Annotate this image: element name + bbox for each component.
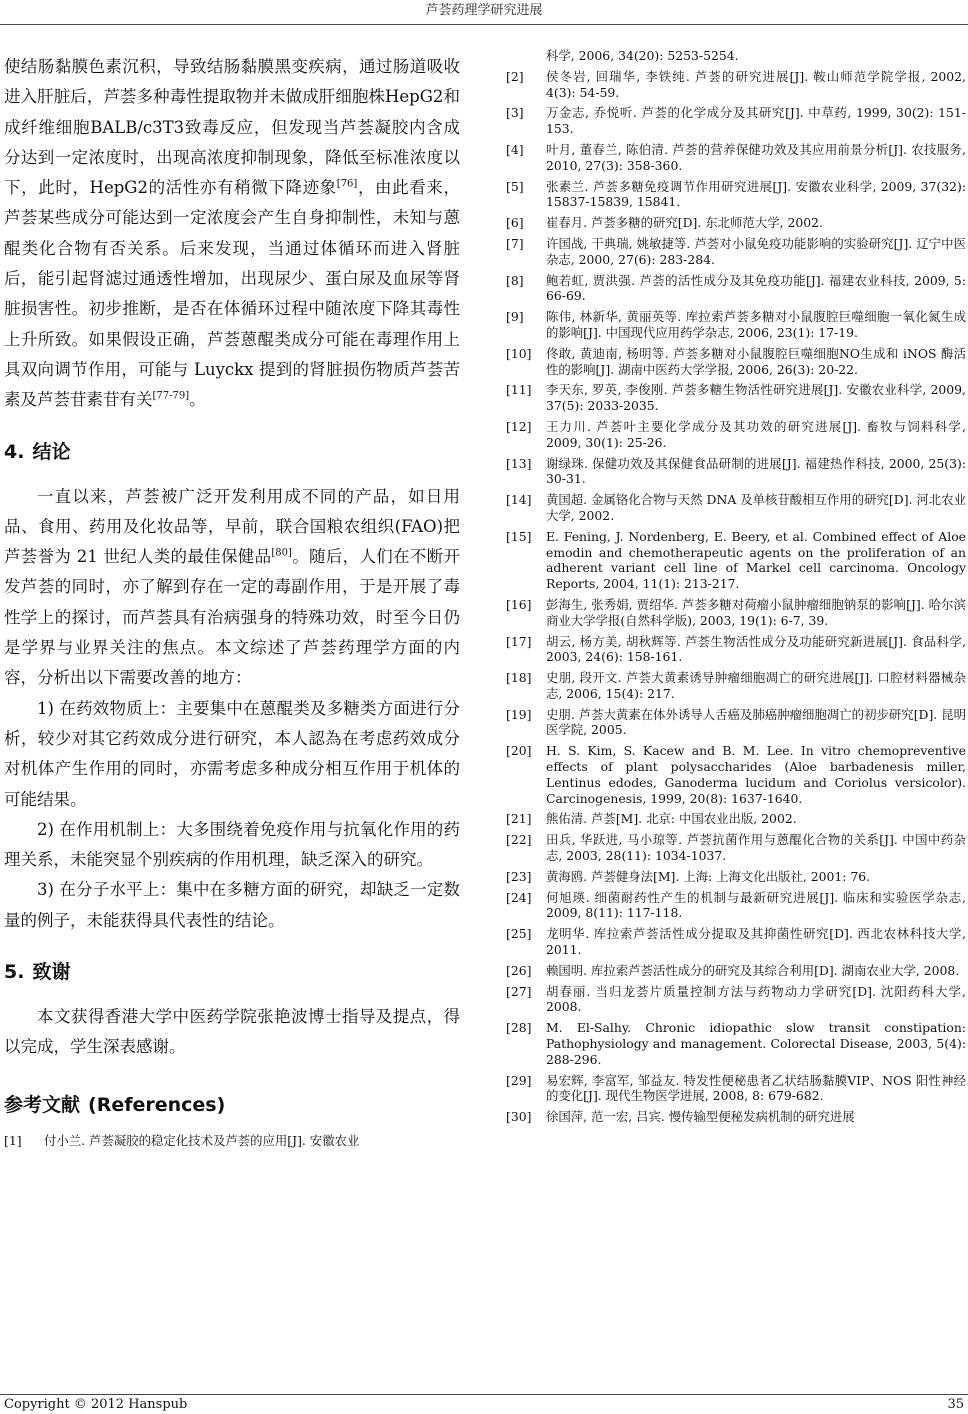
reference-text: 田兵, 华跃进, 马小琼等. 芦荟抗菌作用与蒽醌化合物的关系[J]. 中国中药杂志, 2003, 28(11): 1034-1037. [546, 832, 966, 864]
reference-item [506, 963, 966, 979]
reference-number: [23] [506, 868, 532, 884]
copyright: Copyright © 2012 Hanspub [4, 1397, 188, 1412]
reference-number: [29] [506, 1072, 532, 1088]
reference-number: [4] [506, 141, 524, 157]
reference-text: E. Fening, J. Nordenberg, E. Beery, et al. Combined effect of Aloe emodin and chemotherapeutic agents on the proliferation of an adherent variant cell line of Markel cell carcinoma. Oncology Reports, 2004, 11(1): 213-217. [546, 528, 966, 592]
reference-item [4, 1133, 460, 1149]
reference-number: [28] [506, 1020, 532, 1036]
reference-list [506, 69, 966, 1125]
reference-number: [7] [506, 235, 524, 251]
reference-text: 易宏辉, 李富军, 邹益友. 特发性便秘患者乙状结肠黏膜VIP、NOS 阳性神经的变化[J]. 现代生物医学进展, 2008, 8: 679-682. [546, 1072, 966, 1104]
section-heading-thanks: 5. 致谢 [4, 961, 71, 984]
reference-item [506, 456, 966, 488]
reference-number: [14] [506, 492, 532, 508]
reference-text: 叶月, 董春兰, 陈伯清. 芦荟的营养保健功效及其应用前景分析[J]. 农技服务, 2010, 27(3): 358-360. [546, 141, 966, 173]
reference-text: 龙明华. 库拉索芦荟活性成分提取及其抑菌性研究[D]. 西北农林科技大学, 2011. [546, 926, 966, 958]
reference-item [506, 634, 966, 666]
right-column [506, 48, 966, 1130]
reference-text: M. El-Salhy. Chronic idiopathic slow transit constipation: Pathophysiology and management. Colorectal Disease, 2003, 5(4): 288-296. [546, 1020, 966, 1067]
body-paragraph: 一直以来，芦荟被广泛开发利用成不同的产品，如日用品、食用、药用及化妆品等，早前，联合国粮农组织(FAO)把芦荟誉为 21 世纪人类的最佳保健品[80]。随后，人们在不断开发芦荟的同时，亦了解到存在一定的毒副作用，于是开展了毒性学上的探讨，而芦荟具有治病强身的特殊功效，时至今日仍是学界与业界关注的焦点。本文综述了芦荟药理学方面的内容，分析出以下需要改善的地方： [4, 486, 460, 688]
reference-text: 胡春丽. 当归龙荟片质量控制方法与药物动力学研究[D]. 沈阳药科大学, 2008. [546, 983, 966, 1015]
reference-item [506, 926, 966, 958]
reference-item [506, 309, 966, 341]
reference-item [506, 529, 966, 592]
reference-item [506, 273, 966, 305]
reference-number: [26] [506, 962, 532, 978]
body-paragraph: 2) 在作用机制上：大多围绕着免疫作用与抗氧化作用的药理关系，未能突显个别疾病的作用机理，缺乏深入的研究。 [4, 819, 460, 870]
reference-number: [12] [506, 418, 532, 434]
reference-text: 何旭瑛. 细菌耐药性产生的机制与最新研究进展[J]. 临床和实验医学杂志, 2009, 8(11): 117-118. [546, 889, 966, 921]
reference-text: 徐国萍, 范一宏, 吕宾. 慢传输型便秘发病机制的研究进展 [546, 1109, 855, 1125]
references-heading: 参考文献 (References) [4, 1093, 226, 1116]
reference-text: 彭海生, 张秀娟, 贾绍华. 芦荟多糖对荷瘤小鼠肿瘤细胞钠泵的影响[J]. 哈尔滨商业大学学报(自然科学版), 2003, 19(1): 6-7, 39. [546, 596, 966, 628]
reference-number: [9] [506, 309, 524, 325]
reference-number: [3] [506, 105, 524, 121]
reference-item [506, 105, 966, 137]
reference-item [506, 179, 966, 211]
citation: [80] [271, 547, 292, 559]
reference-item [506, 743, 966, 806]
reference-item [506, 236, 966, 268]
reference-item [506, 984, 966, 1016]
reference-text: 张素兰. 芦荟多糖免疫调节作用研究进展[J]. 安徽农业科学, 2009, 37(32): 15837-15839, 15841. [546, 178, 966, 210]
reference-number: [24] [506, 889, 532, 905]
body-paragraph: 3) 在分子水平上：集中在多糖方面的研究，却缺乏一定数量的例子，未能获得具代表性的结论。 [4, 880, 460, 930]
reference-item [506, 670, 966, 702]
reference-number: [17] [506, 633, 532, 649]
reference-item [506, 492, 966, 524]
reference-text: 黄海鸥. 芦荟健身法[M]. 上海: 上海文化出版社, 2001: 76. [546, 868, 871, 884]
reference-item [506, 1109, 966, 1125]
reference-number: [19] [506, 706, 532, 722]
citation: [76] [336, 178, 358, 190]
body-paragraph: 1) 在药效物质上：主要集中在蒽醌类及多糖类方面进行分析，较少对其它药效成分进行研究，本人認為在考虑药效成分对机体产生作用的同时，亦需考虑多种成分相互作用于机体的可能结果。 [4, 698, 460, 809]
reference-number: [1] [4, 1132, 22, 1148]
reference-item [506, 869, 966, 885]
reference-text: 胡云, 杨方美, 胡秋辉等. 芦荟生物活性成分及功能研究新进展[J]. 食品科学, 2003, 24(6): 158-161. [546, 633, 966, 665]
reference-text: 万金志, 乔悦听. 芦荟的化学成分及其研究[J]. 中草药, 1999, 30(2): 151-153. [546, 105, 966, 137]
reference-item [506, 1073, 966, 1105]
reference-text: 熊佑清. 芦荟[M]. 北京: 中国农业出版, 2002. [546, 811, 797, 827]
reference-text: H. S. Kim, S. Kacew and B. M. Lee. In vitro chemopreventive effects of plant polysaccharides (Aloe barbadenesis miller, Lentinus edodes, Ganoderma lucidum and Coriolus versicolor). Carcinogenesis, 1999, 20(8): 1637-1640. [546, 743, 966, 806]
reference-number: [18] [506, 670, 532, 686]
reference-item [506, 215, 966, 231]
reference-item [506, 832, 966, 864]
reference-number: [8] [506, 272, 524, 288]
reference-number: [13] [506, 455, 532, 471]
citation: [77-79] [152, 390, 190, 402]
page-number: 35 [947, 1397, 964, 1412]
reference-text: 付小兰. 芦荟凝胶的稳定化技术及芦荟的应用[J]. 安徽农业 [44, 1132, 360, 1148]
reference-text: 侯冬岩, 回瑞华, 李铁纯. 芦荟的研究进展[J]. 鞍山师范学院学报, 2002, 4(3): 54-59. [546, 68, 966, 100]
reference-text: 史朋, 段开文. 芦荟大黄素诱导肿瘤细胞凋亡的研究进展[J]. 口腔材料器械杂志, 2006, 15(4): 217. [546, 670, 966, 701]
footer-rule [0, 1394, 968, 1395]
reference-number: [25] [506, 926, 532, 942]
reference-text: 佟敢, 黄迪南, 杨明等. 芦荟多糖对小鼠腹腔巨噬细胞NO生成和 iNOS 酶活性的影响[J]. 湖南中医药大学学报, 2006, 26(3): 20-22. [546, 345, 966, 377]
reference-number: [11] [506, 382, 532, 398]
reference-number: [6] [506, 215, 524, 231]
reference-item [506, 707, 966, 739]
reference-item [506, 142, 966, 174]
reference-text: 许国战, 干典瑞, 姚敏捷等. 芦荟对小鼠免疫功能影响的实验研究[J]. 辽宁中医杂志, 2000, 27(6): 283-284. [546, 235, 966, 267]
reference-item [506, 419, 966, 451]
reference-number: [15] [506, 528, 532, 544]
header-rule [0, 24, 968, 25]
reference-text: 赖国明. 库拉索芦荟活性成分的研究及其综合利用[D]. 湖南农业大学, 2008. [546, 962, 960, 978]
reference-item [506, 1020, 966, 1067]
reference-item [506, 890, 966, 922]
reference-text: 科学, 2006, 34(20): 5253-5254. [546, 48, 739, 63]
reference-text: 陈伟, 林新华, 黄丽英等. 库拉索芦荟多糖对小鼠腹腔巨噬细胞一氧化氮生成的影响[J]. 中国现代应用药学杂志, 2006, 23(1): 17-19. [546, 309, 966, 340]
reference-number: [5] [506, 178, 524, 194]
left-column [4, 52, 460, 1153]
reference-number: [21] [506, 811, 532, 827]
body-paragraph: 本文获得香港大学中医药学院张艳波博士指导及提点，得以完成，学生深表感谢。 [4, 1007, 460, 1057]
reference-text: 崔春月. 芦荟多糖的研究[D]. 东北师范大学, 2002. [546, 215, 823, 231]
reference-text: 鲍若虹, 贾洪强. 芦荟的活性成分及其免疫功能[J]. 福建农业科技, 2009, 5: 66-69. [546, 272, 966, 304]
reference-number: [20] [506, 743, 532, 759]
reference-number: [2] [506, 68, 524, 84]
reference-text: 史朋. 芦荟大黄素在体外诱导人舌癌及肺癌肿瘤细胞凋亡的初步研究[D]. 昆明医学院, 2005. [546, 706, 966, 738]
body-paragraph: 使结肠黏膜色素沉积，导致结肠黏膜黑变疾病，通过肠道吸收进入肝脏后，芦荟多种毒性提取物并未做成肝细胞株HepG2和成纤维细胞BALB/c3T3致毒反应，但发现当芦荟凝胶内含成分达到一定浓度时，出现高浓度抑制现象，降低至标准浓度以下，此时，HepG2的活性亦有稍微下降迹象[76]，由此看来，芦荟某些成分可能达到一定浓度会产生自身抑制性，未知与蒽醌类化合物有否关系。后来发现，当通过体循环而进入肾脏后，能引起肾滤过通透性增加，出现尿少、蛋白尿及血尿等肾脏损害性。初步推断，是否在体循环过程中随浓度下降其毒性上升所致。如果假设正确，芦荟蒽醌类成分可能在毒理作用上具双向调节作用，可能与 Luyckx 提到的肾脏损伤物质芦荟苦素及芦荟苷素苷有关[77-79]。 [4, 57, 460, 410]
reference-text: 李天东, 罗英, 李俊刚. 芦荟多糖生物活性研究进展[J]. 安徽农业科学, 2009, 37(5): 2033-2035. [546, 382, 966, 414]
reference-item [506, 811, 966, 827]
reference-number: [27] [506, 983, 532, 999]
reference-text: 黄国超. 金属铬化合物与天然 DNA 及单核苷酸相互作用的研究[D]. 河北农业大学, 2002. [546, 492, 966, 523]
reference-number: [16] [506, 596, 532, 612]
section-heading-conclusion: 4. 结论 [4, 440, 71, 463]
reference-item [506, 382, 966, 414]
reference-text: 王力川. 芦荟叶主要化学成分及其功效的研究进展[J]. 畜牧与饲料科学, 2009, 30(1): 25-26. [546, 418, 966, 450]
reference-item [506, 597, 966, 629]
reference-number: [22] [506, 832, 532, 848]
reference-text: 谢绿珠. 保健功效及其保健食品研制的进展[J]. 福建热作科技, 2000, 25(3): 30-31. [546, 455, 966, 487]
reference-item [506, 69, 966, 101]
running-header: 芦荟药理学研究进展 [425, 3, 543, 18]
reference-item [506, 346, 966, 378]
reference-number: [30] [506, 1109, 532, 1125]
reference-number: [10] [506, 345, 532, 361]
reference-continuation [506, 48, 966, 64]
